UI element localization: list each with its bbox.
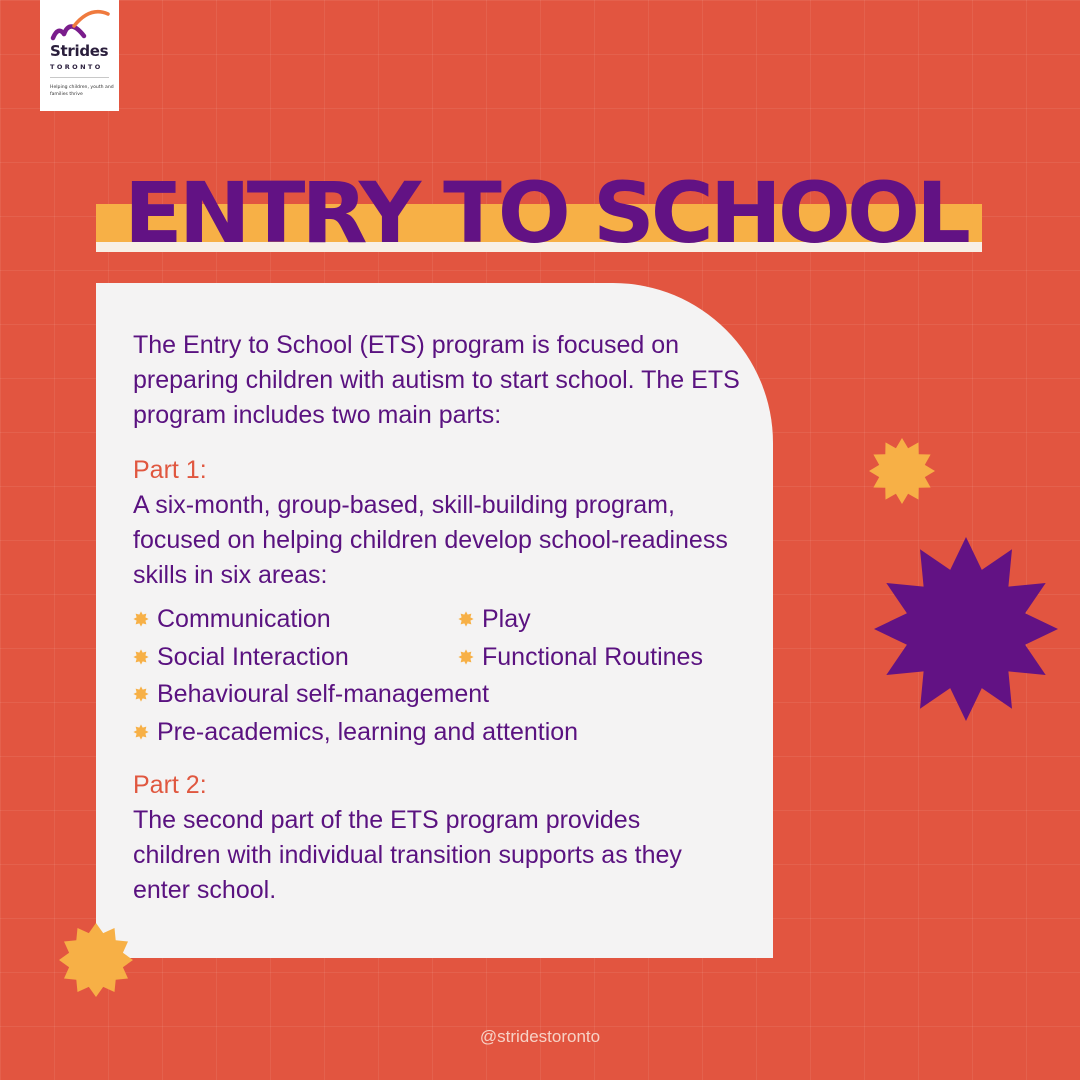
- yellow-burst-icon: [133, 724, 149, 740]
- list-item: [157, 717, 578, 747]
- yellow-burst-icon: [458, 611, 474, 627]
- list-item-label: Play: [482, 605, 531, 633]
- part-1-heading: Part 1:: [133, 456, 207, 484]
- list-item-label: Social Interaction: [157, 643, 349, 671]
- small-yellow-starburst-icon: [868, 437, 936, 505]
- list-item: [482, 604, 531, 634]
- social-handle: @stridestoronto: [479, 1027, 601, 1046]
- logo-tagline: Helping children, youth and families thrive: [50, 85, 114, 97]
- list-item-label: Communication: [157, 605, 331, 633]
- logo-divider: [50, 77, 109, 78]
- list-item-label: Behavioural self-management: [157, 680, 490, 708]
- page-title: ENTRY TO SCHOOL: [124, 165, 967, 263]
- list-item: [482, 642, 703, 672]
- logo-name: Strides: [50, 42, 109, 60]
- corner-yellow-starburst-icon: [58, 922, 134, 998]
- part-2-description: The second part of the ETS program provides children with individual transition supports as they enter school.: [133, 806, 682, 904]
- part-2-heading: Part 2:: [133, 771, 207, 799]
- logo-city: TORONTO: [50, 63, 103, 71]
- strides-arc-logo-icon: [50, 8, 112, 42]
- list-item: [157, 604, 331, 634]
- part-1-description: A six-month, group-based, skill-building program, focused on helping children develop school-readiness skills in six areas:: [133, 491, 728, 589]
- yellow-burst-icon: [133, 611, 149, 627]
- list-item: [157, 642, 349, 672]
- large-purple-starburst-icon: [874, 537, 1058, 721]
- intro-text: The Entry to School (ETS) program is focused on preparing children with autism to start school. The ETS program includes two main parts:: [133, 331, 740, 429]
- yellow-burst-icon: [133, 686, 149, 702]
- yellow-burst-icon: [133, 649, 149, 665]
- list-item-label: Functional Routines: [482, 643, 703, 671]
- yellow-burst-icon: [458, 649, 474, 665]
- brand-logo: [40, 0, 119, 111]
- list-item-label: Pre-academics, learning and attention: [157, 718, 579, 746]
- list-item: [157, 679, 489, 709]
